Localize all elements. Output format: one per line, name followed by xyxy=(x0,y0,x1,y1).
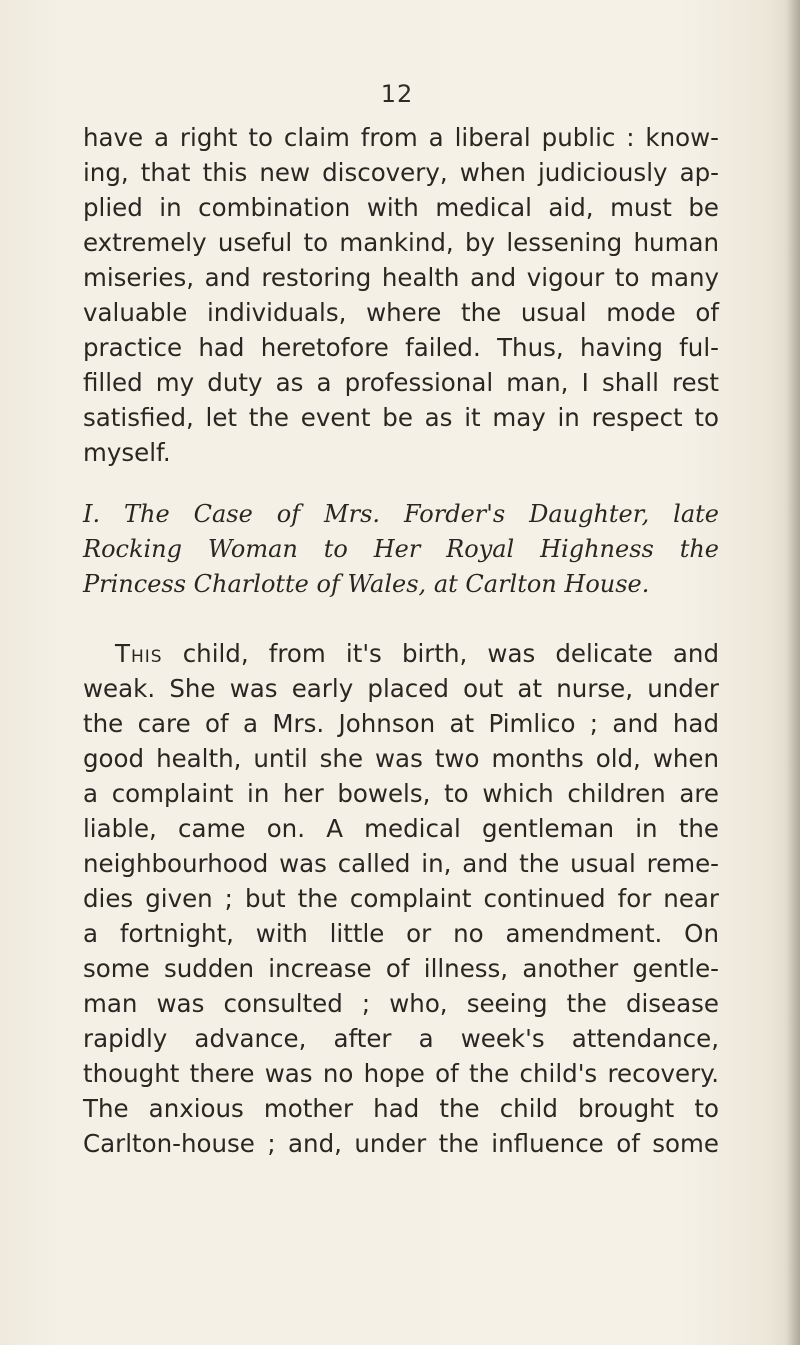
text-line: filled my duty as a professional man, I shall rest xyxy=(83,368,719,397)
text-line: liable, came on. A medical gentleman in the xyxy=(83,814,719,843)
text-line: valuable individuals, where the usual mode of xyxy=(83,298,719,327)
text-line: practice had heretofore failed. Thus, having ful- xyxy=(83,333,719,362)
text-line: the care of a Mrs. Johnson at Pimlico ; and had xyxy=(83,709,719,738)
text-line: neighbourhood was called in, and the usual reme- xyxy=(83,849,719,878)
text-line: extremely useful to mankind, by lessening human xyxy=(83,228,719,257)
text-line: myself. xyxy=(83,438,171,467)
text-line: dies given ; but the complaint continued for near xyxy=(83,884,719,913)
text-line: good health, until she was two months old, when xyxy=(83,744,719,773)
text-line: miseries, and restoring health and vigour to many xyxy=(83,263,719,292)
text-line: Carlton-house ; and, under the influence of some xyxy=(83,1129,719,1158)
text-line: weak. She was early placed out at nurse, under xyxy=(83,674,719,703)
text-line: satisfied, let the event be as it may in respect to xyxy=(83,403,719,432)
text-line: man was consulted ; who, seeing the disease xyxy=(83,989,719,1018)
text-line: a fortnight, with little or no amendment. On xyxy=(83,919,719,948)
first-line-rest: child, from it's birth, was delicate and xyxy=(162,639,719,668)
page-edge-shadow xyxy=(786,0,800,1345)
case-heading xyxy=(83,497,719,602)
text-line-first xyxy=(83,636,719,671)
paragraph-1 xyxy=(83,120,719,470)
text-line: a complaint in her bowels, to which children are xyxy=(83,779,719,808)
text-line: rapidly advance, after a week's attendance, xyxy=(83,1024,719,1053)
paragraph-2 xyxy=(83,636,719,1161)
heading-line: Princess Charlotte of Wales, at Carlton House. xyxy=(83,570,650,598)
drop-word: This xyxy=(115,639,163,668)
text-line: plied in combination with medical aid, must be xyxy=(83,193,719,222)
text-line: ing, that this new discovery, when judiciously ap- xyxy=(83,158,719,187)
text-line: The anxious mother had the child brought to xyxy=(83,1094,719,1123)
heading-line: Rocking Woman to Her Royal Highness the xyxy=(83,535,719,563)
text-line: have a right to claim from a liberal public : know- xyxy=(83,123,719,152)
text-line: thought there was no hope of the child's recovery. xyxy=(83,1059,719,1088)
page-number: 12 xyxy=(380,80,414,108)
text-line: some sudden increase of illness, another gentle- xyxy=(83,954,719,983)
heading-line: I. The Case of Mrs. Forder's Daughter, late xyxy=(83,500,719,528)
